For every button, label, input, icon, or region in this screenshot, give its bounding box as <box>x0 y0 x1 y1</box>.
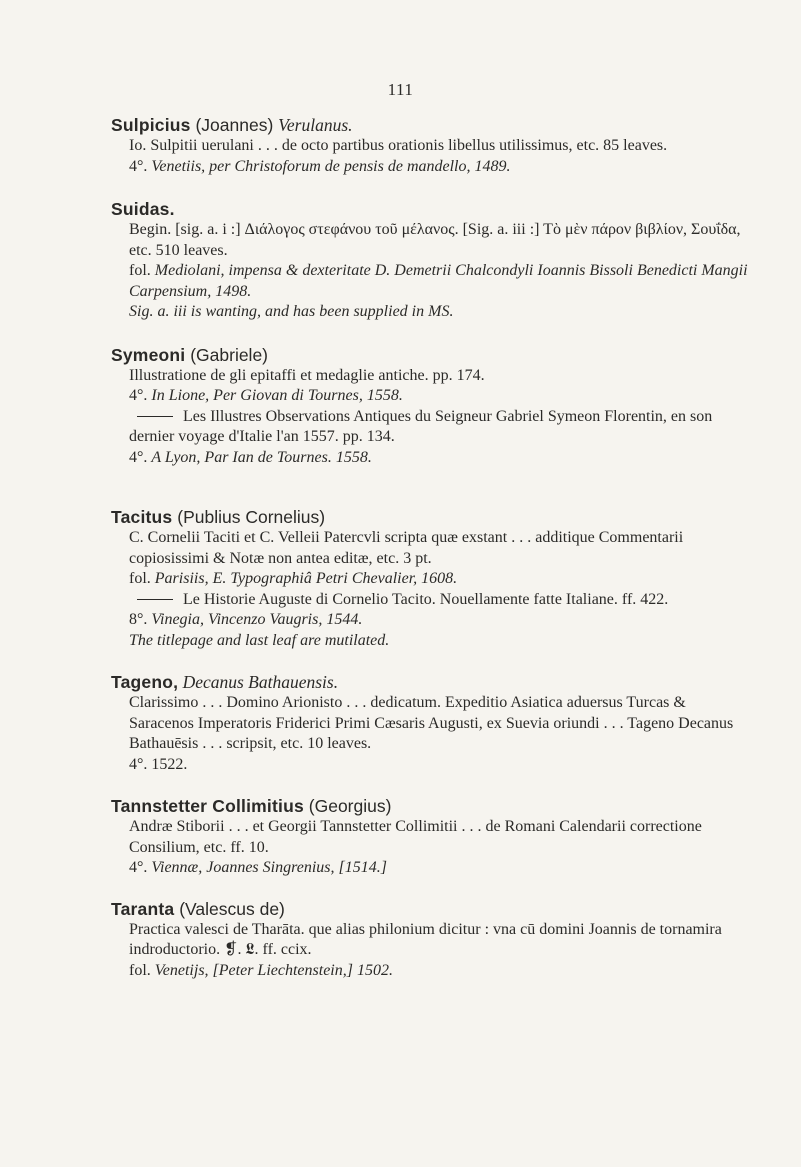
format: fol. <box>129 570 155 587</box>
entry-heading <box>111 198 751 220</box>
entry-tacitus <box>111 506 751 651</box>
title-text: Les Illustres Observations Antiques du Seigneur Gabriel Symeon Florentin, en son dernier voyage d'Italie l'an 1557. pp. 134. <box>129 407 713 445</box>
author-name: Tacitus <box>111 507 173 527</box>
imprint-line <box>129 961 751 982</box>
title-line: Illustratione de gli epitaffi et medaglie antiche. pp. 174. <box>129 366 485 384</box>
entry-taranta <box>111 898 751 982</box>
title-line: Clarissimo . . . Domino Arionisto . . . dedicatum. Expeditio Asiatica aduersus Turcas & Saracenos Imperatoris Friderici Primi Cæsaris Augusti, ex Suevia oriundi . . . Tageno Decanus Bathauēsis . . . scripsit, etc. 10 leaves. <box>129 694 734 752</box>
author-name: Taranta <box>111 898 175 919</box>
entry-heading <box>111 898 751 920</box>
note-line: The titlepage and last leaf are mutilated. <box>129 631 390 649</box>
title-line <box>129 590 751 611</box>
imprint: Venetijs, [Peter Liechtenstein,] 1502. <box>154 961 393 979</box>
format: 4°. <box>129 157 152 175</box>
entry-heading <box>111 344 751 366</box>
format: 4°. <box>129 448 152 466</box>
catalogue-entries <box>111 114 751 981</box>
author-qualifier: (Georgius) <box>303 796 392 816</box>
title-line: C. Cornelii Taciti et C. Velleii Patercvli scripta quæ exstant . . . additique Commentarii copiosissimi & Notæ non antea editæ, etc. 3 pt. <box>129 529 684 567</box>
entry-heading <box>111 795 751 817</box>
title-text: Le Historie Auguste di Cornelio Tacito. Nouellamente fatte Italiane. ff. 422. <box>183 590 669 608</box>
author-epithet: Decanus Bathauensis. <box>178 672 339 692</box>
format: 4°. <box>129 387 152 404</box>
imprint: Venetiis, per Christoforum de pensis de mandello, 1489. <box>151 157 511 175</box>
entry-body <box>129 220 751 323</box>
ditto-dash <box>137 416 173 417</box>
entry-body <box>129 693 751 775</box>
imprint-line: 4°. 1522. <box>129 755 188 773</box>
imprint-line <box>129 448 751 469</box>
imprint: Parisiis, E. Typographiâ Petri Chevalier, 1608. <box>154 570 458 587</box>
author-qualifier: (Valescus de) <box>174 898 285 919</box>
entry-body <box>129 817 751 879</box>
author-name: Sulpicius <box>111 115 191 135</box>
page-number: 111 <box>387 80 414 99</box>
imprint: Viennæ, Joannes Singrenius, [1514.] <box>151 859 387 876</box>
author-qualifier: (Gabriele) <box>185 344 269 365</box>
format: fol. <box>129 961 155 979</box>
entry-heading <box>111 506 751 528</box>
imprint-line <box>129 610 751 631</box>
imprint: Vinegia, Vincenzo Vaugris, 1544. <box>151 611 363 628</box>
entry-symeoni <box>111 344 751 469</box>
title-line: Begin. [sig. a. i :] Διάλογος στεφάνου τοῦ μέλανος. [Sig. a. iii :] Τὸ μὲν πάρον βιβλίον, Σουΐδα, etc. 510 leaves. <box>129 221 741 259</box>
entry-suidas <box>111 198 751 323</box>
title-line: Io. Sulpitii uerulani . . . de octo partibus orationis libellus utilissimus, etc. 85 leaves. <box>129 137 668 154</box>
imprint-line <box>129 157 751 178</box>
imprint-line <box>129 386 751 407</box>
imprint-line <box>129 858 751 879</box>
entry-body <box>129 136 751 177</box>
title-line <box>129 407 751 448</box>
imprint: Mediolani, impensa & dexteritate D. Demetrii Chalcondyli Ioannis Bissoli Benedicti Mangii Carpensium, 1498. <box>129 262 748 300</box>
entry-body <box>129 366 751 469</box>
author-name: Symeoni <box>111 344 186 365</box>
entry-body <box>129 920 751 982</box>
entry-body <box>129 528 751 651</box>
entry-heading <box>111 114 751 136</box>
title-line: Andræ Stiborii . . . et Georgii Tannstetter Collimitii . . . de Romani Calendarii correctione Consilium, etc. ff. 10. <box>129 818 702 856</box>
imprint: A Lyon, Par Ian de Tournes. 1558. <box>151 448 372 466</box>
author-epithet: Verulanus. <box>278 115 353 135</box>
format: 4°. <box>129 859 152 876</box>
ditto-dash <box>137 599 173 600</box>
format: 8°. <box>129 611 152 628</box>
imprint-line <box>129 261 751 302</box>
imprint-line <box>129 569 751 590</box>
note-line: Sig. a. iii is wanting, and has been supplied in MS. <box>129 303 454 320</box>
entry-tannstetter <box>111 795 751 879</box>
entry-tageno <box>111 671 751 775</box>
author-qualifier: (Joannes) <box>190 115 279 135</box>
entry-heading <box>111 671 751 693</box>
author-name: Suidas. <box>111 199 175 219</box>
format: fol. <box>129 262 155 279</box>
imprint: In Lione, Per Giovan di Tournes, 1558. <box>151 387 403 404</box>
author-name: Tageno, <box>111 672 179 692</box>
title-line: Practica valesci de Tharāta. que alias philonium dicitur : vna cū domini Joannis de tornamira indroductorio. ❡. 𝕷. ff. ccix. <box>129 920 722 958</box>
entry-sulpicius <box>111 114 751 177</box>
author-name: Tannstetter Collimitius <box>111 796 304 816</box>
author-qualifier: (Publius Cornelius) <box>172 507 326 527</box>
